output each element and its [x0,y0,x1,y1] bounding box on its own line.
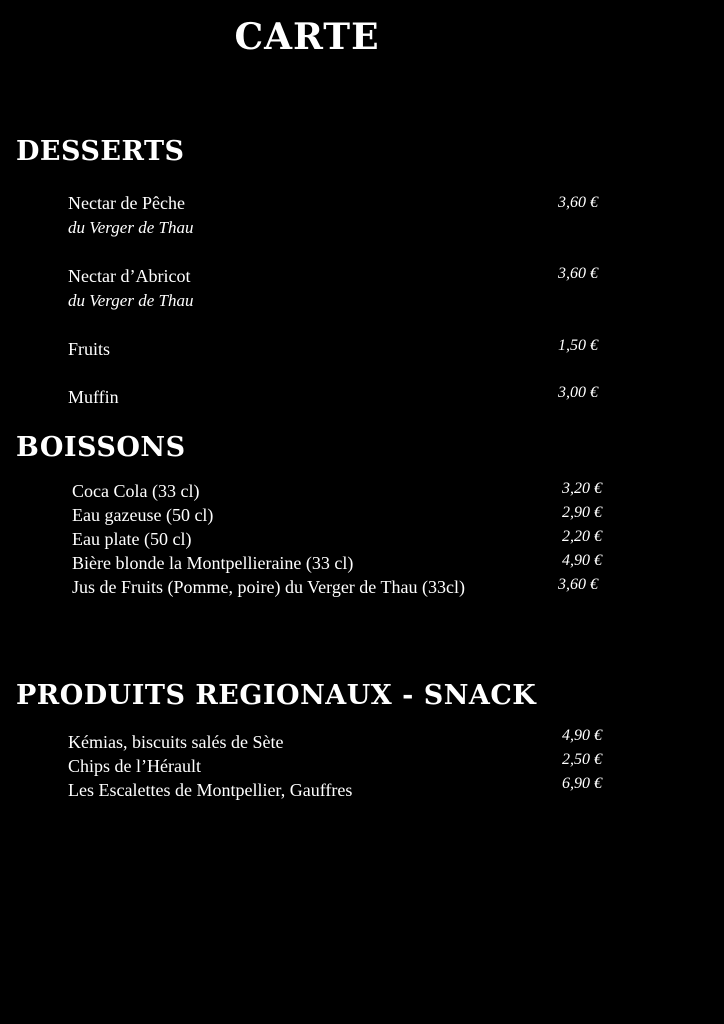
item-price: 3,20 € [562,480,602,497]
item-name: Kémias, biscuits salés de Sète [68,732,284,752]
item-price: 3,60 € [558,265,598,282]
item-name: Bière blonde la Montpellieraine (33 cl) [72,553,354,573]
page-title: CARTE [234,16,380,58]
item-name: Muffin [68,387,119,407]
item-name: Nectar de Pêche [68,193,185,213]
item-price: 3,60 € [558,194,598,211]
item-price: 2,20 € [562,528,602,545]
item-name: Jus de Fruits (Pomme, poire) du Verger de Thau (33cl) [72,577,465,597]
item-name: Fruits [68,339,111,359]
item-name: Chips de l’Hérault [68,756,201,776]
item-name: Coca Cola (33 cl) [72,481,200,501]
item-description: du Verger de Thau [68,291,194,310]
item-description: du Verger de Thau [68,218,194,237]
item-name: Nectar d’Abricot [68,266,191,286]
item-price: 3,00 € [558,384,598,401]
section-heading-boissons: BOISSONS [16,432,186,463]
item-price: 6,90 € [562,775,602,792]
section-heading-produits-regionaux: PRODUITS REGIONAUX - SNACK [16,680,537,711]
item-price: 2,90 € [562,504,602,521]
item-price: 2,50 € [562,751,602,768]
item-price: 3,60 € [558,576,598,593]
item-price: 4,90 € [562,727,602,744]
item-name: Eau gazeuse (50 cl) [72,505,214,525]
item-price: 4,90 € [562,552,602,569]
item-price: 1,50 € [558,337,598,354]
section-heading-desserts: DESSERTS [16,136,185,167]
item-name: Eau plate (50 cl) [72,529,192,549]
item-name: Les Escalettes de Montpellier, Gauffres [68,780,353,800]
